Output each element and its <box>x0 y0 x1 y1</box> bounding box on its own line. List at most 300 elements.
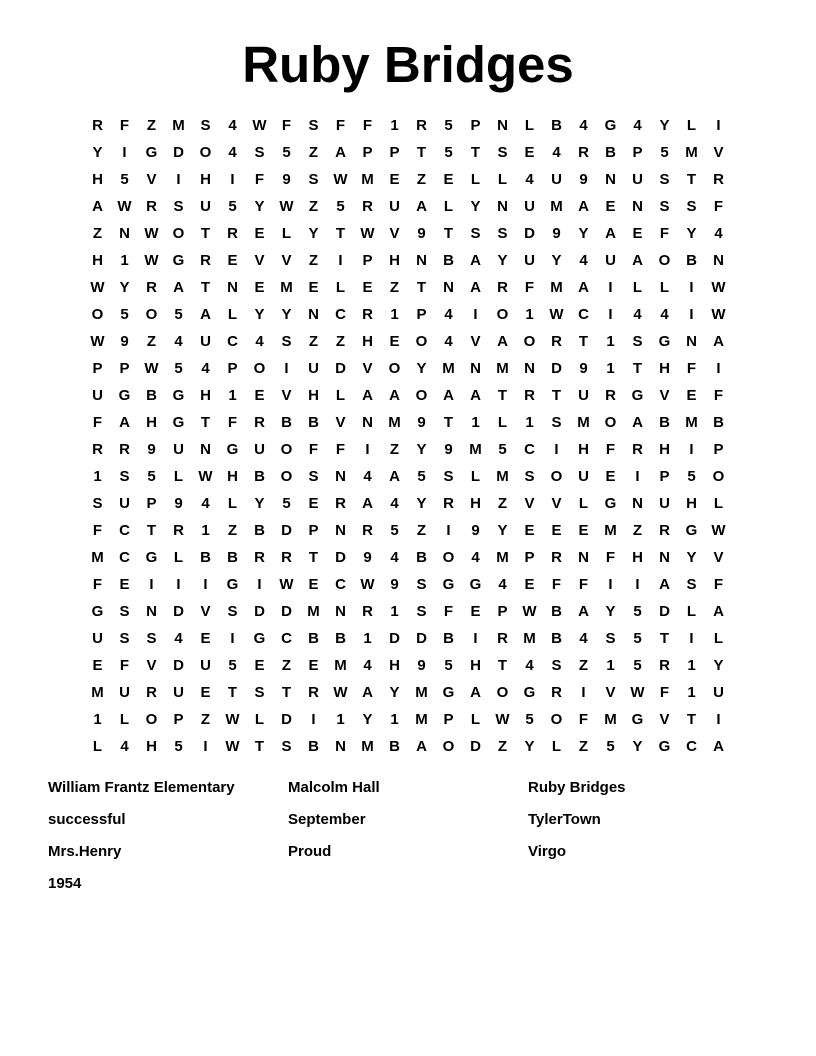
grid-letter: U <box>200 333 211 350</box>
grid-letter: L <box>686 603 697 620</box>
grid-letter: U <box>254 441 265 458</box>
grid-letter: R <box>254 549 265 566</box>
grid-letter: L <box>470 171 481 188</box>
grid-letter: L <box>443 198 454 215</box>
grid-letter: 1 <box>228 387 237 404</box>
grid-letter: 1 <box>363 630 372 647</box>
grid-letter: L <box>578 495 589 512</box>
grid-letter: B <box>335 630 346 647</box>
grid-letter: 4 <box>228 144 237 161</box>
grid-letter: 5 <box>174 738 183 755</box>
grid-letter: S <box>659 171 670 188</box>
grid-letter: A <box>362 684 373 701</box>
grid-letter: O <box>712 468 725 485</box>
grid-letter: C <box>227 333 238 350</box>
grid-letter: R <box>362 198 373 215</box>
grid-letter: 4 <box>363 657 372 674</box>
grid-letter: 5 <box>444 144 453 161</box>
grid-letter: Z <box>389 279 400 296</box>
grid-letter: E <box>254 387 265 404</box>
grid-letter: I <box>554 441 559 458</box>
grid-letter: R <box>227 225 238 242</box>
grid-letter: B <box>443 630 454 647</box>
grid-letter: 5 <box>390 522 399 539</box>
grid-letter: Z <box>497 738 508 755</box>
grid-letter: Y <box>362 711 373 728</box>
grid-letter: L <box>254 711 265 728</box>
grid-letter: W <box>225 711 240 728</box>
grid-letter: G <box>172 387 185 404</box>
grid-letter: L <box>632 279 643 296</box>
grid-letter: O <box>280 441 293 458</box>
grid-letter: F <box>551 576 562 593</box>
grid-letter: 1 <box>687 684 696 701</box>
grid-letter: 9 <box>417 225 426 242</box>
grid-letter: M <box>172 117 185 134</box>
grid-letter: E <box>308 576 319 593</box>
grid-letter: H <box>362 333 373 350</box>
grid-letter: I <box>473 306 478 323</box>
grid-letter: W <box>90 279 105 296</box>
grid-letter: F <box>254 171 265 188</box>
grid-letter: 4 <box>444 306 453 323</box>
grid-letter: A <box>92 198 103 215</box>
grid-letter: 1 <box>525 306 534 323</box>
grid-letter: T <box>443 414 454 431</box>
grid-letter: A <box>470 684 481 701</box>
grid-letter: U <box>524 198 535 215</box>
grid-letter: M <box>685 414 698 431</box>
grid-letter: A <box>497 333 508 350</box>
grid-letter: 4 <box>390 495 399 512</box>
grid-letter: L <box>119 711 130 728</box>
grid-letter: I <box>689 306 694 323</box>
grid-letter: R <box>281 549 292 566</box>
grid-letter: S <box>659 198 670 215</box>
grid-letter: G <box>685 522 698 539</box>
grid-letter: 1 <box>390 711 399 728</box>
grid-letter: R <box>443 495 454 512</box>
grid-letter: A <box>578 198 589 215</box>
grid-letter: Z <box>389 441 400 458</box>
grid-letter: W <box>333 171 348 188</box>
grid-letter: 9 <box>390 576 399 593</box>
grid-letter: Y <box>497 252 508 269</box>
grid-letter: G <box>172 252 185 269</box>
grid-letter: L <box>92 738 103 755</box>
grid-letter: G <box>658 333 671 350</box>
grid-letter: A <box>389 468 400 485</box>
grid-letter: A <box>605 225 616 242</box>
grid-letter: S <box>281 333 292 350</box>
grid-letter: P <box>659 468 670 485</box>
word-list-item: Virgo <box>528 843 567 860</box>
grid-letter: R <box>497 279 508 296</box>
grid-letter: O <box>91 306 104 323</box>
grid-letter: 5 <box>633 603 642 620</box>
grid-letter: P <box>362 144 373 161</box>
grid-letter: O <box>253 360 266 377</box>
grid-letter: N <box>659 549 670 566</box>
grid-letter: T <box>551 387 562 404</box>
grid-letter: W <box>198 468 213 485</box>
grid-letter: H <box>146 738 157 755</box>
grid-letter: W <box>522 603 537 620</box>
grid-letter: N <box>416 252 427 269</box>
grid-letter: O <box>280 468 293 485</box>
grid-letter: D <box>416 630 427 647</box>
grid-letter: I <box>122 144 127 161</box>
grid-letter: O <box>415 387 428 404</box>
grid-letter: U <box>659 495 670 512</box>
grid-letter: S <box>200 117 211 134</box>
grid-letter: G <box>631 387 644 404</box>
grid-letter: V <box>605 684 616 701</box>
grid-letter: B <box>254 522 265 539</box>
grid-letter: T <box>686 711 697 728</box>
grid-letter: M <box>361 171 374 188</box>
grid-letter: M <box>415 711 428 728</box>
grid-letter: S <box>497 225 508 242</box>
grid-letter: B <box>227 549 238 566</box>
grid-letter: 5 <box>228 657 237 674</box>
grid-letter: G <box>469 576 482 593</box>
grid-letter: Z <box>308 252 319 269</box>
grid-letter: 1 <box>390 306 399 323</box>
grid-letter: A <box>200 306 211 323</box>
grid-letter: E <box>605 198 616 215</box>
grid-letter: 5 <box>228 198 237 215</box>
grid-letter: S <box>173 198 184 215</box>
grid-letter: T <box>227 684 238 701</box>
grid-letter: Y <box>605 603 616 620</box>
word-list-item: successful <box>48 811 126 828</box>
grid-letter: S <box>254 144 265 161</box>
grid-letter: M <box>388 414 401 431</box>
grid-letter: R <box>200 252 211 269</box>
grid-letter: 1 <box>336 711 345 728</box>
grid-letter: L <box>686 117 697 134</box>
grid-letter: H <box>659 441 670 458</box>
grid-letter: I <box>716 360 721 377</box>
grid-letter: F <box>362 117 373 134</box>
grid-letter: S <box>416 576 427 593</box>
grid-letter: Y <box>713 657 724 674</box>
grid-letter: N <box>578 549 589 566</box>
grid-letter: L <box>524 117 535 134</box>
grid-letter: V <box>146 657 157 674</box>
grid-letter: 5 <box>633 630 642 647</box>
grid-letter: U <box>551 171 562 188</box>
grid-letter: U <box>200 657 211 674</box>
grid-letter: V <box>659 387 670 404</box>
grid-letter: W <box>711 306 726 323</box>
grid-letter: E <box>632 225 643 242</box>
grid-letter: 5 <box>498 441 507 458</box>
grid-letter: S <box>497 144 508 161</box>
grid-letter: 5 <box>660 144 669 161</box>
grid-letter: T <box>200 279 211 296</box>
grid-letter: T <box>200 225 211 242</box>
grid-letter: I <box>203 576 208 593</box>
grid-letter: E <box>200 684 211 701</box>
grid-letter: C <box>119 522 130 539</box>
grid-letter: G <box>604 117 617 134</box>
grid-letter: 5 <box>174 306 183 323</box>
grid-letter: R <box>632 441 643 458</box>
grid-letter: W <box>279 576 294 593</box>
grid-letter: L <box>659 279 670 296</box>
grid-letter: T <box>200 414 211 431</box>
grid-letter: A <box>659 576 670 593</box>
grid-letter: H <box>200 171 211 188</box>
grid-letter: A <box>470 252 481 269</box>
grid-letter: I <box>716 117 721 134</box>
grid-letter: P <box>470 117 481 134</box>
grid-letter: L <box>227 306 238 323</box>
grid-letter: E <box>389 171 400 188</box>
grid-letter: A <box>713 738 724 755</box>
grid-letter: T <box>470 144 481 161</box>
grid-letter: O <box>496 306 509 323</box>
grid-letter: M <box>604 522 617 539</box>
grid-letter: Z <box>146 333 157 350</box>
grid-letter: I <box>635 576 640 593</box>
grid-letter: I <box>608 279 613 296</box>
grid-letter: F <box>713 387 724 404</box>
word-search-grid <box>84 112 732 760</box>
grid-letter: F <box>659 684 670 701</box>
grid-letter: 5 <box>525 711 534 728</box>
grid-letter: E <box>200 630 211 647</box>
grid-letter: G <box>91 603 104 620</box>
grid-letter: I <box>689 441 694 458</box>
grid-letter: P <box>227 360 238 377</box>
grid-letter: U <box>578 468 589 485</box>
grid-letter: S <box>686 576 697 593</box>
grid-letter: E <box>308 657 319 674</box>
grid-letter: P <box>146 495 157 512</box>
grid-letter: L <box>173 468 184 485</box>
grid-letter: Y <box>659 117 670 134</box>
grid-letter: H <box>578 441 589 458</box>
grid-letter: 4 <box>363 468 372 485</box>
grid-letter: M <box>415 684 428 701</box>
grid-letter: U <box>119 495 130 512</box>
grid-letter: W <box>495 711 510 728</box>
grid-letter: 1 <box>390 117 399 134</box>
grid-letter: 1 <box>687 657 696 674</box>
grid-letter: 4 <box>525 171 534 188</box>
word-list-item: Malcolm Hall <box>288 779 380 796</box>
grid-letter: W <box>711 279 726 296</box>
grid-letter: I <box>203 738 208 755</box>
grid-letter: E <box>308 495 319 512</box>
grid-letter: 5 <box>336 198 345 215</box>
word-list-item: Mrs.Henry <box>48 843 122 860</box>
grid-letter: O <box>199 144 212 161</box>
grid-letter: U <box>605 252 616 269</box>
grid-letter: A <box>632 252 643 269</box>
grid-letter: O <box>415 333 428 350</box>
grid-letter: L <box>551 738 562 755</box>
grid-letter: M <box>685 144 698 161</box>
grid-letter: I <box>338 252 343 269</box>
grid-letter: H <box>308 387 319 404</box>
grid-letter: 4 <box>174 333 183 350</box>
grid-letter: Z <box>578 738 589 755</box>
grid-letter: S <box>308 468 319 485</box>
grid-letter: W <box>225 738 240 755</box>
grid-letter: Z <box>146 117 157 134</box>
grid-letter: P <box>119 360 130 377</box>
grid-letter: 1 <box>120 252 129 269</box>
grid-letter: E <box>119 576 130 593</box>
grid-letter: R <box>416 117 427 134</box>
grid-letter: I <box>311 711 316 728</box>
grid-letter: W <box>549 306 564 323</box>
grid-letter: E <box>578 522 589 539</box>
grid-letter: W <box>144 360 159 377</box>
grid-letter: N <box>443 279 454 296</box>
grid-letter: S <box>227 603 238 620</box>
grid-letter: O <box>658 252 671 269</box>
grid-letter: D <box>551 360 562 377</box>
grid-letter: I <box>581 684 586 701</box>
grid-letter: I <box>689 630 694 647</box>
grid-letter: T <box>578 333 589 350</box>
grid-letter: 5 <box>282 144 291 161</box>
grid-letter: P <box>713 441 724 458</box>
grid-letter: S <box>470 225 481 242</box>
grid-letter: 1 <box>606 333 615 350</box>
grid-letter: 4 <box>201 495 210 512</box>
word-list-item: William Frantz Elementary <box>48 779 235 796</box>
grid-letter: V <box>254 252 265 269</box>
grid-letter: V <box>281 387 292 404</box>
grid-letter: F <box>659 225 670 242</box>
grid-letter: F <box>119 657 130 674</box>
grid-letter: D <box>254 603 265 620</box>
grid-letter: M <box>442 360 455 377</box>
grid-letter: N <box>632 198 643 215</box>
grid-letter: B <box>416 549 427 566</box>
grid-letter: 5 <box>120 171 129 188</box>
grid-letter: Z <box>632 522 643 539</box>
grid-letter: R <box>659 522 670 539</box>
grid-letter: S <box>632 333 643 350</box>
grid-letter: 9 <box>120 333 129 350</box>
grid-letter: Z <box>200 711 211 728</box>
grid-letter: R <box>146 198 157 215</box>
grid-letter: 9 <box>174 495 183 512</box>
grid-letter: D <box>389 630 400 647</box>
grid-letter: T <box>497 387 508 404</box>
grid-letter: F <box>92 522 103 539</box>
grid-letter: B <box>605 144 616 161</box>
grid-letter: Y <box>281 306 292 323</box>
grid-letter: S <box>254 684 265 701</box>
grid-letter: 9 <box>282 171 291 188</box>
grid-letter: B <box>254 468 265 485</box>
grid-letter: N <box>686 333 697 350</box>
grid-letter: F <box>686 360 697 377</box>
grid-letter: E <box>92 657 103 674</box>
grid-letter: B <box>281 414 292 431</box>
grid-letter: O <box>172 225 185 242</box>
grid-letter: N <box>713 252 724 269</box>
grid-letter: R <box>146 279 157 296</box>
grid-letter: D <box>281 603 292 620</box>
grid-letter: 5 <box>444 117 453 134</box>
grid-letter: R <box>659 657 670 674</box>
grid-letter: O <box>550 711 563 728</box>
grid-letter: L <box>335 279 346 296</box>
grid-letter: R <box>578 144 589 161</box>
grid-letter: Z <box>92 225 103 242</box>
grid-letter: Y <box>254 198 265 215</box>
grid-letter: C <box>524 441 535 458</box>
grid-letter: Y <box>254 495 265 512</box>
grid-letter: 9 <box>444 441 453 458</box>
grid-letter: N <box>605 171 616 188</box>
grid-letter: E <box>254 225 265 242</box>
grid-letter: M <box>307 603 320 620</box>
grid-letter: A <box>362 387 373 404</box>
grid-letter: H <box>470 495 481 512</box>
grid-letter: N <box>497 117 508 134</box>
grid-letter: L <box>497 171 508 188</box>
grid-letter: U <box>119 684 130 701</box>
grid-letter: E <box>443 171 454 188</box>
grid-letter: G <box>604 495 617 512</box>
word-list <box>48 776 768 904</box>
grid-letter: M <box>91 684 104 701</box>
grid-letter: P <box>497 603 508 620</box>
grid-letter: R <box>254 414 265 431</box>
grid-letter: V <box>335 414 346 431</box>
grid-letter: M <box>550 279 563 296</box>
grid-letter: W <box>117 198 132 215</box>
word-list-item: Ruby Bridges <box>528 779 626 796</box>
grid-letter: U <box>200 198 211 215</box>
grid-letter: R <box>119 441 130 458</box>
grid-letter: S <box>551 657 562 674</box>
grid-letter: 1 <box>606 360 615 377</box>
word-list-item: TylerTown <box>528 811 601 828</box>
grid-letter: H <box>389 657 400 674</box>
grid-letter: G <box>226 441 239 458</box>
grid-letter: 4 <box>228 117 237 134</box>
grid-letter: N <box>335 522 346 539</box>
grid-letter: L <box>173 549 184 566</box>
grid-letter: O <box>550 468 563 485</box>
grid-letter: 9 <box>363 549 372 566</box>
grid-letter: M <box>550 198 563 215</box>
grid-letter: 5 <box>687 468 696 485</box>
grid-letter: S <box>605 630 616 647</box>
grid-letter: M <box>604 711 617 728</box>
grid-letter: E <box>551 522 562 539</box>
grid-letter: R <box>173 522 184 539</box>
grid-letter: C <box>686 738 697 755</box>
grid-letter: I <box>608 306 613 323</box>
grid-letter: B <box>308 414 319 431</box>
grid-letter: W <box>360 576 375 593</box>
grid-letter: C <box>335 576 346 593</box>
grid-letter: N <box>632 495 643 512</box>
grid-letter: Y <box>92 144 103 161</box>
